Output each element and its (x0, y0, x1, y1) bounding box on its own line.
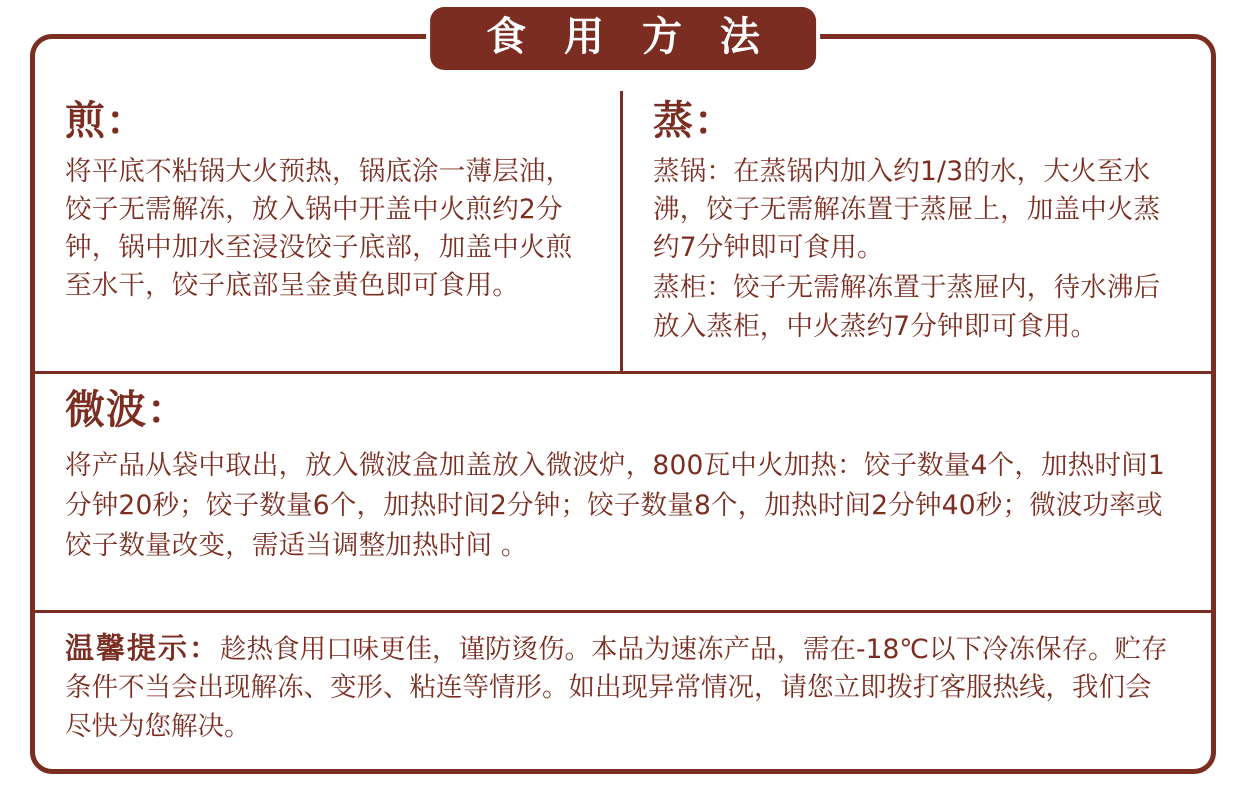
method-steam-heading: 蒸： (653, 98, 735, 144)
card-frame (30, 14, 1216, 774)
method-steam-text-cabinet: 蒸柜：饺子无需解冻置于蒸屉内，待水沸后放入蒸柜，中火蒸约7分钟即可食用。 (653, 272, 1161, 342)
method-steam-text-pot: 蒸锅：在蒸锅内加入约1/3的水，大火至水沸，饺子无需解冻置于蒸屉上，加盖中火蒸约7分钟即可食用。 (653, 156, 1161, 264)
method-microwave-heading: 微波： (65, 387, 188, 433)
method-microwave (35, 374, 1211, 610)
storage-tip-body (65, 627, 1177, 746)
methods-row (35, 39, 1211, 371)
method-steam (623, 91, 1211, 371)
storage-tip (35, 610, 1211, 746)
method-pan-fry (35, 91, 623, 371)
storage-tip-text: 趁热食用口味更佳，谨防烫伤。本品为速冻产品，需在-18℃以下冷冻保存。贮存条件不当会出现解冻、变形、粘连等情形。如出现异常情况，请您立即拨打客服热线，我们会尽快为您解决。 (65, 634, 1168, 742)
method-microwave-text: 将产品从袋中取出，放入微波盒加盖放入微波炉，800瓦中火加热：饺子数量4个，加热时间1分钟20秒；饺子数量6个，加热时间2分钟；饺子数量8个，加热时间2分钟40秒；微波功率或饺子数量改变，需适当调整加热时间 。 (65, 450, 1165, 561)
method-pan-fry-heading: 煎： (65, 98, 147, 144)
method-pan-fry-text: 将平底不粘锅大火预热，锅底涂一薄层油，饺子无需解冻，放入锅中开盖中火煎约2分钟，锅中加水至浸没饺子底部，加盖中火煎至水干，饺子底部呈金黄色即可食用。 (65, 156, 573, 302)
page-title: 食 用 方 法 (430, 7, 816, 70)
storage-tip-label: 温馨提示： (65, 631, 221, 665)
